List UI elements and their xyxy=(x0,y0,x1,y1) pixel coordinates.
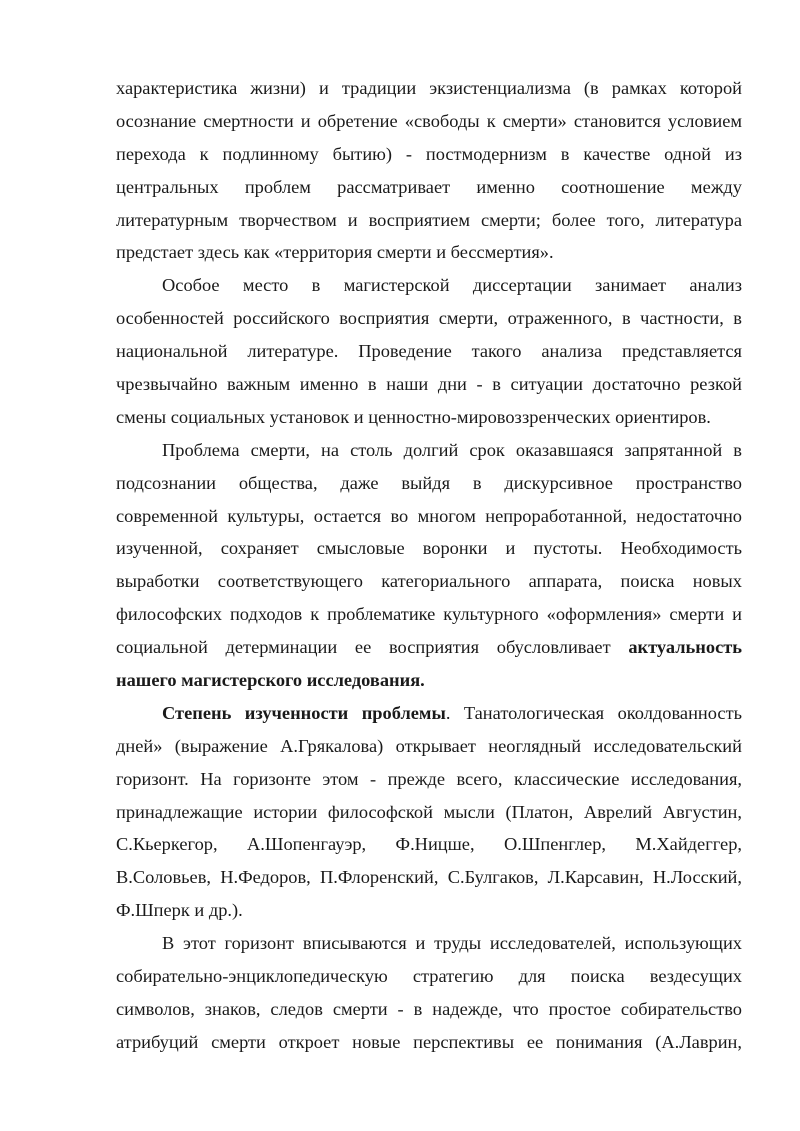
text-run: осознание смертности и обретение «свободы к смерти» становится условием xyxy=(116,110,742,131)
text-line xyxy=(116,993,742,1026)
text-line xyxy=(116,105,742,138)
text-line xyxy=(116,138,742,171)
text-line xyxy=(116,434,742,467)
text-run: Проблема смерти, на столь долгий срок оказавшаяся запрятанной в xyxy=(162,439,742,460)
text-line xyxy=(116,730,742,763)
paragraph xyxy=(116,697,742,927)
text-run: дней» (выражение А.Грякалова) открывает неоглядный исследовательский xyxy=(116,735,742,756)
text-line xyxy=(116,171,742,204)
text-run: С.Кьеркегор, А.Шопенгауэр, Ф.Ницше, О.Шпенглер, М.Хайдеггер, xyxy=(116,834,742,855)
text-line xyxy=(116,598,742,631)
text-line xyxy=(116,697,742,730)
text-line xyxy=(116,565,742,598)
text-run: изученной, сохраняет смысловые воронки и пустоты. Необходимость xyxy=(116,538,742,559)
text-run: современной культуры, остается во многом непроработанной, недостаточно xyxy=(116,505,742,526)
text-run: социальной детерминации ее восприятия обусловливает xyxy=(116,637,629,658)
text-run: национальной литературе. Проведение такого анализа представляется xyxy=(116,341,742,362)
text-run: философских подходов к проблематике культурного «оформления» смерти и xyxy=(116,604,742,625)
text-line xyxy=(116,467,742,500)
text-run: принадлежащие истории философской мысли (Платон, Аврелий Августин, xyxy=(116,801,742,822)
text-line xyxy=(116,368,742,401)
text-run: особенностей российского восприятия смерти, отраженного, в частности, в xyxy=(116,308,742,329)
text-run: В этот горизонт вписываются и труды исследователей, использующих xyxy=(162,933,742,954)
text-run: смены социальных установок и ценностно-мировоззренческих ориентиров. xyxy=(116,406,711,427)
text-line xyxy=(116,1026,742,1059)
bold-text-run: актуальность xyxy=(628,637,742,658)
text-run: горизонт. На горизонте этом - прежде всего, классические исследования, xyxy=(116,768,742,789)
paragraph xyxy=(116,269,742,433)
bold-text-run: нашего магистерского исследования. xyxy=(116,670,425,691)
text-run: подсознании общества, даже выйдя в дискурсивное пространство xyxy=(116,472,742,493)
document-body xyxy=(116,72,742,1059)
text-run: . Танатологическая околдованность xyxy=(445,702,742,723)
text-line xyxy=(116,960,742,993)
text-line xyxy=(116,269,742,302)
text-line xyxy=(116,236,742,269)
paragraph xyxy=(116,927,742,1059)
text-line xyxy=(116,302,742,335)
paragraph xyxy=(116,434,742,697)
text-run: Особое место в магистерской диссертации занимает анализ xyxy=(162,275,742,296)
text-line xyxy=(116,72,742,105)
text-line xyxy=(116,401,742,434)
text-run: символов, знаков, следов смерти - в надежде, что простое собирательство xyxy=(116,998,742,1019)
bold-text-run: Степень изученности проблемы xyxy=(162,702,446,723)
text-line xyxy=(116,532,742,565)
text-line xyxy=(116,631,742,664)
text-run: центральных проблем рассматривает именно соотношение между xyxy=(116,176,742,197)
text-line xyxy=(116,927,742,960)
text-run: чрезвычайно важным именно в наши дни - в ситуации достаточно резкой xyxy=(116,374,742,395)
text-line xyxy=(116,894,742,927)
text-line xyxy=(116,664,742,697)
text-line xyxy=(116,861,742,894)
text-run: характеристика жизни) и традиции экзистенциализма (в рамках которой xyxy=(116,78,742,98)
text-run: собирательно-энциклопедическую стратегию для поиска вездесущих xyxy=(116,966,742,987)
text-line xyxy=(116,828,742,861)
text-run: предстает здесь как «территория смерти и бессмертия». xyxy=(116,242,554,263)
paragraph xyxy=(116,72,742,269)
text-line xyxy=(116,796,742,829)
text-run: перехода к подлинному бытию) - постмодернизм в качестве одной из xyxy=(116,143,742,164)
text-run: литературным творчеством и восприятием смерти; более того, литература xyxy=(116,209,742,230)
text-run: выработки соответствующего категориального аппарата, поиска новых xyxy=(116,571,742,592)
text-run: атрибуций смерти откроет новые перспективы ее понимания (А.Лаврин, xyxy=(116,1031,742,1052)
text-line xyxy=(116,763,742,796)
text-run: В.Соловьев, Н.Федоров, П.Флоренский, С.Булгаков, Л.Карсавин, Н.Лосский, xyxy=(116,867,742,888)
text-line xyxy=(116,204,742,237)
text-line xyxy=(116,500,742,533)
text-run: Ф.Шперк и др.). xyxy=(116,900,243,921)
text-line xyxy=(116,335,742,368)
